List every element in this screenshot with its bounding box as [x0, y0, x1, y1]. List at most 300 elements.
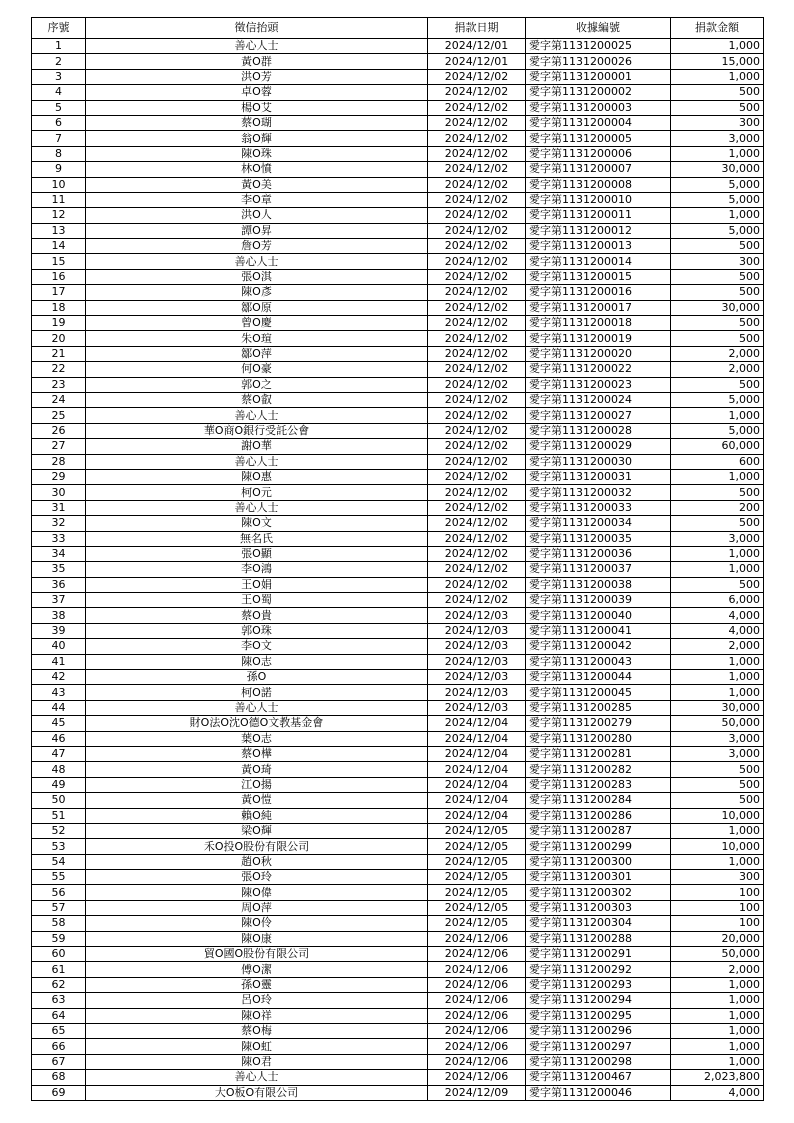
amount-cell: 600: [671, 454, 764, 469]
receipt-cell: 愛字第1131200283: [526, 777, 671, 792]
table-row: [32, 854, 764, 869]
receipt-cell: 愛字第1131200285: [526, 700, 671, 715]
receipt-cell: 愛字第1131200045: [526, 685, 671, 700]
donor-cell: 鄒O萍: [86, 346, 428, 361]
serial-cell: 41: [32, 654, 86, 669]
date-cell: 2024/12/03: [428, 623, 526, 638]
donor-cell: 呂O玲: [86, 993, 428, 1008]
donor-cell: 何O豪: [86, 362, 428, 377]
amount-cell: 3,000: [671, 731, 764, 746]
serial-cell: 37: [32, 593, 86, 608]
receipt-cell: 愛字第1131200027: [526, 408, 671, 423]
receipt-cell: 愛字第1131200294: [526, 993, 671, 1008]
table-row: [32, 331, 764, 346]
amount-cell: 50,000: [671, 716, 764, 731]
donor-cell: 陳O彥: [86, 285, 428, 300]
serial-cell: 43: [32, 685, 86, 700]
donor-cell: 貿O國O股份有限公司: [86, 947, 428, 962]
amount-cell: 10,000: [671, 839, 764, 854]
date-cell: 2024/12/06: [428, 1039, 526, 1054]
donor-cell: 葉O志: [86, 731, 428, 746]
amount-cell: 1,000: [671, 69, 764, 84]
donor-cell: 洪O人: [86, 208, 428, 223]
amount-cell: 500: [671, 762, 764, 777]
date-cell: 2024/12/02: [428, 131, 526, 146]
receipt-cell: 愛字第1131200037: [526, 562, 671, 577]
amount-cell: 500: [671, 793, 764, 808]
receipt-cell: 愛字第1131200295: [526, 1008, 671, 1023]
receipt-cell: 愛字第1131200026: [526, 54, 671, 69]
serial-cell: 48: [32, 762, 86, 777]
date-cell: 2024/12/02: [428, 392, 526, 407]
amount-cell: 6,000: [671, 593, 764, 608]
donor-cell: 李O文: [86, 639, 428, 654]
receipt-cell: 愛字第1131200036: [526, 546, 671, 561]
amount-cell: 2,023,800: [671, 1070, 764, 1085]
serial-cell: 52: [32, 823, 86, 838]
amount-cell: 1,000: [671, 1008, 764, 1023]
table-row: [32, 239, 764, 254]
table-row: [32, 916, 764, 931]
amount-cell: 3,000: [671, 531, 764, 546]
table-row: [32, 377, 764, 392]
receipt-cell: 愛字第1131200298: [526, 1054, 671, 1069]
date-cell: 2024/12/06: [428, 1070, 526, 1085]
table-row: [32, 900, 764, 915]
serial-cell: 19: [32, 316, 86, 331]
date-cell: 2024/12/04: [428, 793, 526, 808]
serial-cell: 59: [32, 931, 86, 946]
date-cell: 2024/12/02: [428, 285, 526, 300]
date-cell: 2024/12/02: [428, 546, 526, 561]
table-row: [32, 716, 764, 731]
table-row: [32, 670, 764, 685]
table-row: [32, 69, 764, 84]
donor-cell: 張O玲: [86, 870, 428, 885]
donor-cell: 郭O之: [86, 377, 428, 392]
serial-cell: 58: [32, 916, 86, 931]
amount-cell: 2,000: [671, 962, 764, 977]
receipt-cell: 愛字第1131200281: [526, 746, 671, 761]
serial-cell: 56: [32, 885, 86, 900]
table-row: [32, 177, 764, 192]
serial-cell: 36: [32, 577, 86, 592]
receipt-cell: 愛字第1131200286: [526, 808, 671, 823]
amount-cell: 20,000: [671, 931, 764, 946]
serial-cell: 3: [32, 69, 86, 84]
receipt-cell: 愛字第1131200042: [526, 639, 671, 654]
receipt-cell: 愛字第1131200006: [526, 146, 671, 161]
serial-cell: 65: [32, 1024, 86, 1039]
date-cell: 2024/12/06: [428, 1054, 526, 1069]
donor-cell: 郭O珠: [86, 623, 428, 638]
serial-cell: 26: [32, 423, 86, 438]
receipt-cell: 愛字第1131200016: [526, 285, 671, 300]
table-row: [32, 1085, 764, 1100]
donor-cell: 朱O瑄: [86, 331, 428, 346]
amount-cell: 2,000: [671, 362, 764, 377]
donor-cell: 張O淇: [86, 269, 428, 284]
serial-cell: 12: [32, 208, 86, 223]
table-row: [32, 777, 764, 792]
serial-cell: 11: [32, 192, 86, 207]
donor-cell: 善心人士: [86, 454, 428, 469]
table-row: [32, 500, 764, 515]
amount-cell: 1,000: [671, 208, 764, 223]
donor-cell: 蔡O貴: [86, 608, 428, 623]
donor-cell: 陳O惠: [86, 469, 428, 484]
amount-cell: 2,000: [671, 346, 764, 361]
amount-cell: 500: [671, 85, 764, 100]
donor-cell: 卓O蓉: [86, 85, 428, 100]
receipt-cell: 愛字第1131200010: [526, 192, 671, 207]
donor-cell: 陳O偉: [86, 885, 428, 900]
table-row: [32, 577, 764, 592]
receipt-cell: 愛字第1131200005: [526, 131, 671, 146]
date-cell: 2024/12/02: [428, 454, 526, 469]
donor-cell: 李O鴻: [86, 562, 428, 577]
serial-cell: 69: [32, 1085, 86, 1100]
date-cell: 2024/12/03: [428, 639, 526, 654]
date-cell: 2024/12/01: [428, 54, 526, 69]
date-cell: 2024/12/02: [428, 516, 526, 531]
table-row: [32, 39, 764, 54]
table-row: [32, 316, 764, 331]
donor-cell: 禾O投O股份有限公司: [86, 839, 428, 854]
donor-cell: 傅O潔: [86, 962, 428, 977]
receipt-cell: 愛字第1131200025: [526, 39, 671, 54]
donor-cell: 孫O: [86, 670, 428, 685]
receipt-cell: 愛字第1131200304: [526, 916, 671, 931]
serial-cell: 7: [32, 131, 86, 146]
amount-cell: 1,000: [671, 854, 764, 869]
donor-cell: 梁O輝: [86, 823, 428, 838]
donor-cell: 李O章: [86, 192, 428, 207]
amount-cell: 1,000: [671, 685, 764, 700]
amount-cell: 30,000: [671, 300, 764, 315]
date-cell: 2024/12/02: [428, 593, 526, 608]
serial-cell: 54: [32, 854, 86, 869]
date-cell: 2024/12/02: [428, 423, 526, 438]
receipt-cell: 愛字第1131200032: [526, 485, 671, 500]
serial-cell: 32: [32, 516, 86, 531]
amount-cell: 5,000: [671, 423, 764, 438]
date-cell: 2024/12/02: [428, 531, 526, 546]
amount-cell: 1,000: [671, 993, 764, 1008]
date-cell: 2024/12/02: [428, 362, 526, 377]
donor-cell: 陳O康: [86, 931, 428, 946]
receipt-cell: 愛字第1131200007: [526, 162, 671, 177]
table-row: [32, 1070, 764, 1085]
serial-cell: 53: [32, 839, 86, 854]
donor-cell: 賴O純: [86, 808, 428, 823]
serial-cell: 16: [32, 269, 86, 284]
amount-cell: 1,000: [671, 1039, 764, 1054]
table-row: [32, 639, 764, 654]
donation-table: [31, 17, 764, 1101]
table-body: [32, 39, 764, 1101]
table-row: [32, 1008, 764, 1023]
serial-cell: 4: [32, 85, 86, 100]
donor-cell: 林O憤: [86, 162, 428, 177]
table-row: [32, 469, 764, 484]
receipt-cell: 愛字第1131200039: [526, 593, 671, 608]
receipt-cell: 愛字第1131200004: [526, 115, 671, 130]
serial-cell: 24: [32, 392, 86, 407]
table-row: [32, 870, 764, 885]
receipt-cell: 愛字第1131200296: [526, 1024, 671, 1039]
receipt-cell: 愛字第1131200302: [526, 885, 671, 900]
date-cell: 2024/12/02: [428, 469, 526, 484]
table-row: [32, 392, 764, 407]
serial-cell: 63: [32, 993, 86, 1008]
receipt-cell: 愛字第1131200019: [526, 331, 671, 346]
serial-cell: 46: [32, 731, 86, 746]
donor-cell: 蔡O樺: [86, 746, 428, 761]
amount-cell: 1,000: [671, 823, 764, 838]
date-cell: 2024/12/03: [428, 654, 526, 669]
table-row: [32, 962, 764, 977]
column-header-receipt: 收據編號: [526, 18, 671, 39]
amount-cell: 50,000: [671, 947, 764, 962]
date-cell: 2024/12/06: [428, 931, 526, 946]
date-cell: 2024/12/03: [428, 670, 526, 685]
date-cell: 2024/12/06: [428, 1024, 526, 1039]
receipt-cell: 愛字第1131200301: [526, 870, 671, 885]
receipt-cell: 愛字第1131200044: [526, 670, 671, 685]
table-row: [32, 546, 764, 561]
date-cell: 2024/12/09: [428, 1085, 526, 1100]
serial-cell: 31: [32, 500, 86, 515]
amount-cell: 500: [671, 485, 764, 500]
serial-cell: 61: [32, 962, 86, 977]
serial-cell: 45: [32, 716, 86, 731]
table-row: [32, 731, 764, 746]
date-cell: 2024/12/02: [428, 346, 526, 361]
receipt-cell: 愛字第1131200280: [526, 731, 671, 746]
amount-cell: 4,000: [671, 1085, 764, 1100]
amount-cell: 300: [671, 870, 764, 885]
amount-cell: 3,000: [671, 746, 764, 761]
table-row: [32, 1024, 764, 1039]
table-row: [32, 285, 764, 300]
receipt-cell: 愛字第1131200040: [526, 608, 671, 623]
date-cell: 2024/12/05: [428, 823, 526, 838]
date-cell: 2024/12/02: [428, 269, 526, 284]
serial-cell: 57: [32, 900, 86, 915]
receipt-cell: 愛字第1131200015: [526, 269, 671, 284]
column-header-donor: 徵信抬頭: [86, 18, 428, 39]
donor-cell: 無名氏: [86, 531, 428, 546]
amount-cell: 4,000: [671, 608, 764, 623]
table-row: [32, 746, 764, 761]
table-row: [32, 993, 764, 1008]
serial-cell: 55: [32, 870, 86, 885]
table-row: [32, 977, 764, 992]
donor-cell: 陳O志: [86, 654, 428, 669]
table-row: [32, 885, 764, 900]
receipt-cell: 愛字第1131200033: [526, 500, 671, 515]
serial-cell: 6: [32, 115, 86, 130]
table-row: [32, 439, 764, 454]
amount-cell: 1,000: [671, 1054, 764, 1069]
table-row: [32, 562, 764, 577]
amount-cell: 300: [671, 254, 764, 269]
serial-cell: 33: [32, 531, 86, 546]
receipt-cell: 愛字第1131200014: [526, 254, 671, 269]
receipt-cell: 愛字第1131200279: [526, 716, 671, 731]
amount-cell: 30,000: [671, 162, 764, 177]
receipt-cell: 愛字第1131200293: [526, 977, 671, 992]
date-cell: 2024/12/02: [428, 162, 526, 177]
table-row: [32, 623, 764, 638]
donor-cell: 黃O愷: [86, 793, 428, 808]
table-row: [32, 685, 764, 700]
serial-cell: 5: [32, 100, 86, 115]
table-row: [32, 54, 764, 69]
serial-cell: 42: [32, 670, 86, 685]
donor-cell: 翁O輝: [86, 131, 428, 146]
date-cell: 2024/12/02: [428, 485, 526, 500]
receipt-cell: 愛字第1131200018: [526, 316, 671, 331]
donor-cell: 陳O君: [86, 1054, 428, 1069]
serial-cell: 44: [32, 700, 86, 715]
amount-cell: 100: [671, 900, 764, 915]
serial-cell: 51: [32, 808, 86, 823]
receipt-cell: 愛字第1131200038: [526, 577, 671, 592]
receipt-cell: 愛字第1131200031: [526, 469, 671, 484]
table-header-row: [32, 18, 764, 39]
date-cell: 2024/12/05: [428, 870, 526, 885]
donor-cell: 陳O珠: [86, 146, 428, 161]
amount-cell: 1,000: [671, 977, 764, 992]
serial-cell: 60: [32, 947, 86, 962]
date-cell: 2024/12/01: [428, 39, 526, 54]
date-cell: 2024/12/02: [428, 254, 526, 269]
date-cell: 2024/12/04: [428, 777, 526, 792]
serial-cell: 62: [32, 977, 86, 992]
table-row: [32, 808, 764, 823]
amount-cell: 500: [671, 777, 764, 792]
date-cell: 2024/12/02: [428, 377, 526, 392]
table-row: [32, 192, 764, 207]
amount-cell: 2,000: [671, 639, 764, 654]
donor-cell: 華O商O銀行受託公會: [86, 423, 428, 438]
serial-cell: 21: [32, 346, 86, 361]
table-row: [32, 654, 764, 669]
date-cell: 2024/12/02: [428, 562, 526, 577]
date-cell: 2024/12/02: [428, 500, 526, 515]
donor-cell: 善心人士: [86, 408, 428, 423]
donor-cell: 江O揚: [86, 777, 428, 792]
date-cell: 2024/12/02: [428, 85, 526, 100]
receipt-cell: 愛字第1131200291: [526, 947, 671, 962]
donor-cell: 張O顯: [86, 546, 428, 561]
date-cell: 2024/12/04: [428, 762, 526, 777]
donation-ledger: [31, 17, 763, 1101]
date-cell: 2024/12/05: [428, 839, 526, 854]
receipt-cell: 愛字第1131200300: [526, 854, 671, 869]
receipt-cell: 愛字第1131200043: [526, 654, 671, 669]
donor-cell: 黃O群: [86, 54, 428, 69]
table-row: [32, 131, 764, 146]
amount-cell: 500: [671, 377, 764, 392]
date-cell: 2024/12/02: [428, 331, 526, 346]
date-cell: 2024/12/02: [428, 300, 526, 315]
date-cell: 2024/12/06: [428, 1008, 526, 1023]
amount-cell: 500: [671, 316, 764, 331]
receipt-cell: 愛字第1131200287: [526, 823, 671, 838]
date-cell: 2024/12/02: [428, 100, 526, 115]
donor-cell: 黃O美: [86, 177, 428, 192]
serial-cell: 47: [32, 746, 86, 761]
amount-cell: 1,000: [671, 146, 764, 161]
serial-cell: 25: [32, 408, 86, 423]
amount-cell: 5,000: [671, 392, 764, 407]
donor-cell: 譚O昇: [86, 223, 428, 238]
receipt-cell: 愛字第1131200467: [526, 1070, 671, 1085]
donor-cell: 蔡O瑚: [86, 115, 428, 130]
amount-cell: 60,000: [671, 439, 764, 454]
receipt-cell: 愛字第1131200003: [526, 100, 671, 115]
serial-cell: 49: [32, 777, 86, 792]
amount-cell: 1,000: [671, 469, 764, 484]
date-cell: 2024/12/05: [428, 885, 526, 900]
amount-cell: 100: [671, 885, 764, 900]
amount-cell: 200: [671, 500, 764, 515]
table-row: [32, 608, 764, 623]
donor-cell: 鄒O原: [86, 300, 428, 315]
table-row: [32, 208, 764, 223]
date-cell: 2024/12/02: [428, 577, 526, 592]
serial-cell: 18: [32, 300, 86, 315]
donor-cell: 善心人士: [86, 1070, 428, 1085]
serial-cell: 2: [32, 54, 86, 69]
table-row: [32, 516, 764, 531]
receipt-cell: 愛字第1131200299: [526, 839, 671, 854]
table-row: [32, 762, 764, 777]
date-cell: 2024/12/05: [428, 900, 526, 915]
amount-cell: 1,000: [671, 546, 764, 561]
receipt-cell: 愛字第1131200288: [526, 931, 671, 946]
serial-cell: 10: [32, 177, 86, 192]
receipt-cell: 愛字第1131200041: [526, 623, 671, 638]
table-row: [32, 115, 764, 130]
receipt-cell: 愛字第1131200002: [526, 85, 671, 100]
date-cell: 2024/12/06: [428, 977, 526, 992]
amount-cell: 4,000: [671, 623, 764, 638]
date-cell: 2024/12/05: [428, 854, 526, 869]
donor-cell: 王O蜀: [86, 593, 428, 608]
table-row: [32, 423, 764, 438]
receipt-cell: 愛字第1131200017: [526, 300, 671, 315]
donor-cell: 洪O芳: [86, 69, 428, 84]
amount-cell: 500: [671, 269, 764, 284]
amount-cell: 1,000: [671, 39, 764, 54]
receipt-cell: 愛字第1131200022: [526, 362, 671, 377]
date-cell: 2024/12/04: [428, 808, 526, 823]
date-cell: 2024/12/04: [428, 716, 526, 731]
amount-cell: 500: [671, 331, 764, 346]
date-cell: 2024/12/02: [428, 192, 526, 207]
date-cell: 2024/12/03: [428, 700, 526, 715]
date-cell: 2024/12/02: [428, 439, 526, 454]
donor-cell: 周O萍: [86, 900, 428, 915]
donor-cell: 陳O虹: [86, 1039, 428, 1054]
receipt-cell: 愛字第1131200282: [526, 762, 671, 777]
table-row: [32, 362, 764, 377]
serial-cell: 9: [32, 162, 86, 177]
